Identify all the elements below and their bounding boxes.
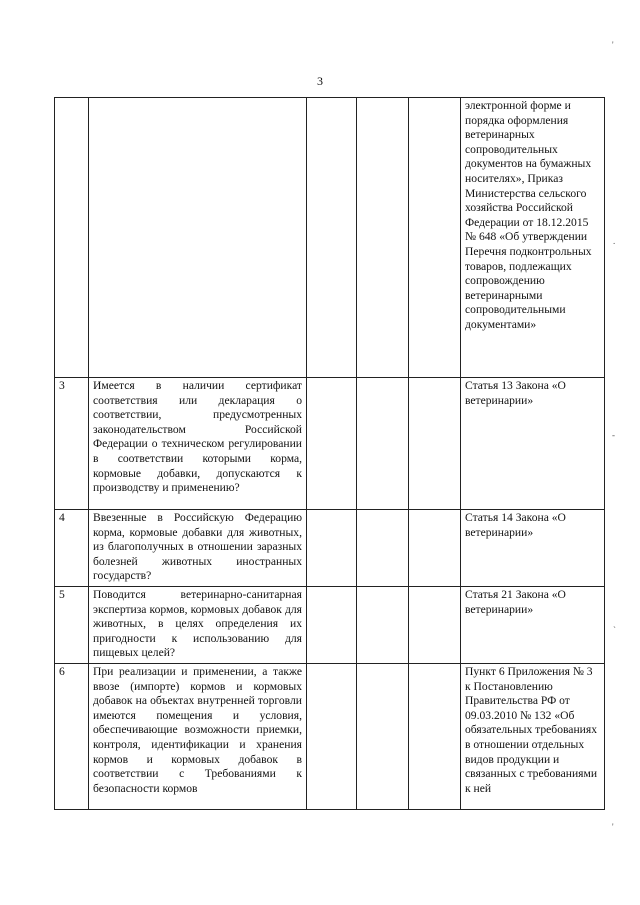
row-number xyxy=(55,98,89,378)
answer-cell-no xyxy=(357,663,409,809)
answer-cell-na xyxy=(409,98,461,378)
requirement-question: Имеется в наличии сертификат соответствия или декларация о соответствии, предусмотренных законодательством Российской Федерации о техническом регулировании в соответствии которыми корма, кормовые добавки, допускаются к производству и применению? xyxy=(89,378,307,510)
requirement-question: При реализации и применении, а также ввозе (импорте) кормов и кормовых добавок на объектах внутренней торговли имеются помещения и условия, обеспечивающие возможности приемки, контроля, идентификации и хранения кормов и кормовых добавок в соответствии с Требованиями к безопасности кормов xyxy=(89,663,307,809)
row-number: 3 xyxy=(55,378,89,510)
row-number: 4 xyxy=(55,510,89,587)
table-row xyxy=(55,510,605,587)
legal-reference: Пункт 6 Приложения № 3 к Постановлению Правительства РФ от 09.03.2010 № 132 «Об обязательных требованиях в отношении отдельных видов продукции и связанных с требованиями к ней xyxy=(461,663,605,809)
table-row xyxy=(55,663,605,809)
requirement-question: Ввезенные в Российскую Федерацию корма, кормовые добавки для животных, из благополучных в отношении заразных болезней животных иностранных государств? xyxy=(89,510,307,587)
answer-cell-yes xyxy=(307,98,357,378)
margin-mark: ' xyxy=(612,40,614,50)
answer-cell-no xyxy=(357,98,409,378)
requirement-question xyxy=(89,98,307,378)
table-row xyxy=(55,586,605,663)
legal-reference: электронной форме и порядка оформления ветеринарных сопроводительных документов на бумажных носителях», Приказ Министерства сельского хозяйства Российской Федерации от 18.12.2015 № 648 «Об утверждении Перечня подконтрольных товаров, подлежащих сопровождению ветеринарными сопроводительными документами» xyxy=(461,98,605,378)
answer-cell-no xyxy=(357,510,409,587)
legal-reference: Статья 14 Закона «О ветеринарии» xyxy=(461,510,605,587)
answer-cell-yes xyxy=(307,510,357,587)
answer-cell-yes xyxy=(307,586,357,663)
requirement-question: Поводится ветеринарно-санитарная экспертиза кормов, кормовых добавок для животных, в целях определения их пригодности к использованию для пищевых целей? xyxy=(89,586,307,663)
answer-cell-na xyxy=(409,663,461,809)
answer-cell-na xyxy=(409,510,461,587)
table-row xyxy=(55,98,605,378)
answer-cell-yes xyxy=(307,378,357,510)
legal-reference: Статья 21 Закона «О ветеринарии» xyxy=(461,586,605,663)
answer-cell-no xyxy=(357,586,409,663)
answer-cell-na xyxy=(409,586,461,663)
page-number: 3 xyxy=(317,74,323,88)
margin-mark: ` xyxy=(613,625,616,635)
checklist-table xyxy=(54,97,605,810)
margin-mark: ' xyxy=(612,822,614,832)
row-number: 6 xyxy=(55,663,89,809)
margin-mark: . xyxy=(613,236,616,246)
legal-reference: Статья 13 Закона «О ветеринарии» xyxy=(461,378,605,510)
row-number: 5 xyxy=(55,586,89,663)
table-row xyxy=(55,378,605,510)
answer-cell-na xyxy=(409,378,461,510)
answer-cell-no xyxy=(357,378,409,510)
answer-cell-yes xyxy=(307,663,357,809)
margin-mark: - xyxy=(612,430,615,440)
